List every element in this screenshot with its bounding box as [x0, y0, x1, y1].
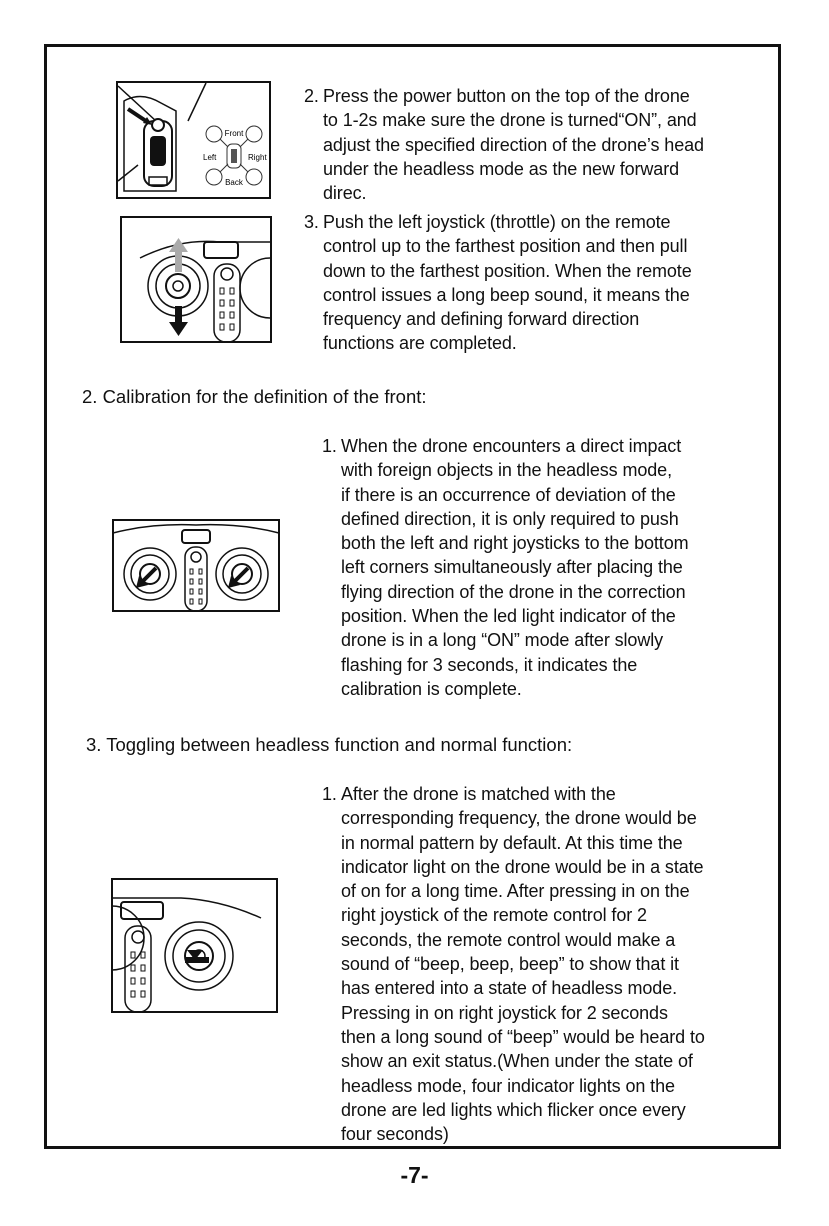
step-3-joystick — [304, 210, 692, 356]
text-line: if there is an occurrence of deviation of the — [341, 484, 676, 505]
text-line: defined direction, it is only required to push — [341, 508, 679, 529]
text-line: down to the farthest position. When the remote — [323, 260, 692, 281]
text-line: drone is in a long “ON” mode after slowly — [341, 630, 664, 651]
text-line: sound of “beep, beep, beep” to show that it — [341, 954, 679, 975]
text-line: then a long sound of “beep” would be heard to — [341, 1026, 705, 1047]
text-line: to 1-2s make sure the drone is turned“ON”, and — [323, 110, 697, 131]
remote-throttle-figure — [120, 216, 272, 343]
text-line: direc. — [323, 183, 367, 204]
text-line: four seconds) — [341, 1124, 449, 1145]
text-line: control up to the farthest position and then pull — [323, 236, 688, 257]
text-line: drone are led lights which flicker once every — [341, 1099, 686, 1120]
text-line: has entered into a state of headless mode. — [341, 978, 678, 999]
step-number: 2. — [304, 86, 319, 106]
text-line: When the drone encounters a direct impact — [341, 436, 682, 456]
text-line: flashing for 3 seconds, it indicates the — [341, 654, 638, 675]
page-number: -7- — [400, 1162, 429, 1188]
remote-calibration-figure — [112, 519, 280, 612]
text-line: of on for a long time. After pressing in on the — [341, 881, 690, 902]
label-left: Left — [203, 153, 217, 162]
text-line: After the drone is matched with the — [341, 784, 616, 804]
label-right: Right — [248, 153, 267, 162]
section-3-step-1 — [322, 782, 705, 1146]
step-number: 1. — [322, 436, 337, 456]
text-line: show an exit status.(When under the state of — [341, 1051, 693, 1072]
text-line: Pressing in on right joystick for 2 seconds — [341, 1002, 668, 1023]
label-back: Back — [225, 178, 243, 187]
text-line: adjust the specified direction of the drone’s head — [323, 134, 704, 155]
section-3-heading: 3. Toggling between headless function and normal function: — [86, 734, 573, 755]
section-2-step-1 — [322, 434, 689, 701]
text-line: seconds, the remote control would make a — [341, 929, 676, 950]
text-line: both the left and right joysticks to the bottom — [341, 533, 689, 554]
step-number: 1. — [322, 784, 337, 804]
text-line: functions are completed. — [323, 333, 517, 354]
text-line: flying direction of the drone in the correction — [341, 581, 686, 602]
text-line: control issues a long beep sound, it means the — [323, 284, 690, 305]
drone-power-figure — [116, 81, 271, 199]
text-line: with foreign objects in the headless mode, — [341, 460, 672, 481]
text-line: under the headless mode as the new forward — [323, 158, 680, 179]
text-line: indicator light on the drone would be in a state — [341, 856, 704, 877]
text-line: right joystick of the remote control for 2 — [341, 905, 647, 926]
text-line: frequency and defining forward direction — [323, 309, 640, 330]
text-line: in normal pattern by default. At this time the — [341, 832, 683, 853]
text-line: Press the power button on the top of the drone — [323, 86, 690, 106]
remote-headless-figure — [111, 878, 278, 1013]
section-2-heading: 2. Calibration for the definition of the front: — [82, 386, 427, 407]
text-line: position. When the led light indicator of the — [341, 606, 676, 627]
text-line: calibration is complete. — [341, 678, 522, 699]
label-front: Front — [224, 129, 244, 138]
text-line: headless mode, four indicator lights on the — [341, 1075, 675, 1096]
text-line: corresponding frequency, the drone would be — [341, 808, 697, 829]
text-line: left corners simultaneously after placing the — [341, 557, 683, 578]
step-number: 3. — [304, 212, 319, 232]
text-line: Push the left joystick (throttle) on the remote — [323, 212, 671, 232]
step-2-power — [304, 84, 704, 205]
